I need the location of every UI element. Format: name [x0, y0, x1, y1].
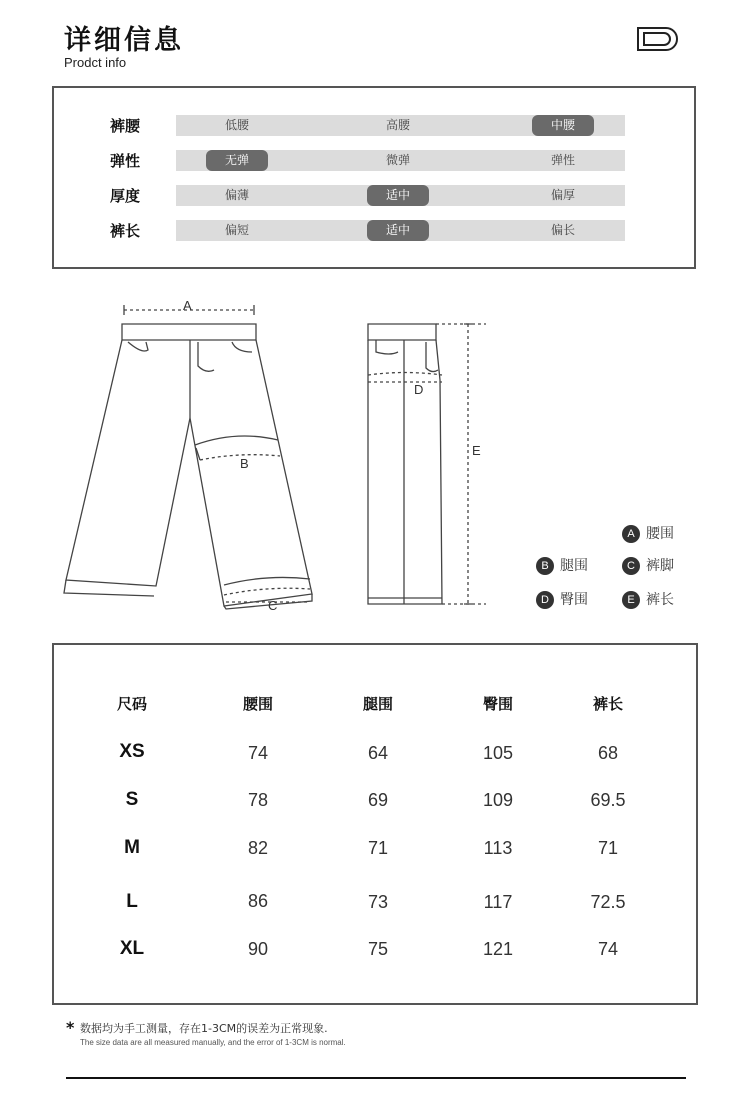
- table-header: 裤长: [592, 695, 624, 713]
- footnote-en: The size data are all measured manually, and the error of 1-3CM is normal.: [80, 1038, 346, 1047]
- table-cell: 68: [597, 743, 619, 763]
- size-table: [52, 643, 698, 1005]
- legend-badge: D: [536, 591, 554, 609]
- attr-row-thickness: [54, 185, 694, 207]
- attr-option: 微弹: [385, 153, 411, 167]
- attr-row-length: [54, 220, 694, 242]
- table-cell: 74: [597, 939, 619, 959]
- letter-d-logo-icon: [636, 26, 684, 52]
- attr-row-waist: [54, 115, 694, 137]
- legend-text: 腿围: [560, 558, 588, 574]
- attr-label: 裤长: [110, 222, 141, 240]
- legend-badge: E: [622, 591, 640, 609]
- table-cell: 78: [247, 790, 269, 810]
- legend-badge: B: [536, 557, 554, 575]
- table-header: 腿围: [362, 695, 394, 713]
- mark-d: D: [414, 382, 424, 397]
- table-cell: 113: [483, 838, 513, 858]
- legend-item: [536, 590, 588, 610]
- table-cell: 74: [247, 743, 269, 763]
- legend-item: [622, 590, 674, 610]
- table-cell: 90: [247, 939, 269, 959]
- table-cell: 73: [367, 892, 389, 912]
- table-header: 臀围: [482, 695, 514, 713]
- footnote-cn: 数据均为手工测量，存在1-3CM的误差为正常现象.: [80, 1022, 328, 1035]
- legend-text: 臀围: [560, 592, 588, 608]
- attr-option: 高腰: [385, 118, 411, 132]
- table-cell: 72.5: [590, 892, 626, 912]
- table-cell: 64: [367, 743, 389, 763]
- attr-label: 弹性: [110, 152, 141, 170]
- attr-bar: [176, 115, 625, 136]
- legend-badge: A: [622, 525, 640, 543]
- attr-row-elasticity: [54, 150, 694, 172]
- attr-bar: [176, 150, 625, 171]
- attr-option: 弹性: [550, 153, 576, 167]
- table-cell: 86: [247, 891, 269, 911]
- page-subtitle: Prodct info: [64, 55, 127, 70]
- mark-e: E: [472, 443, 481, 458]
- attr-option-selected: 适中: [367, 185, 429, 206]
- mark-b: B: [240, 456, 249, 471]
- mark-c: C: [268, 598, 278, 613]
- attr-option: 偏长: [550, 223, 576, 237]
- attr-option: 偏短: [224, 223, 250, 237]
- table-header: 尺码: [116, 695, 148, 713]
- table-cell: 69.5: [590, 790, 626, 810]
- mark-a: A: [183, 298, 192, 313]
- attr-option-selected: 适中: [367, 220, 429, 241]
- legend-item: [622, 556, 674, 576]
- table-cell: 117: [483, 892, 513, 912]
- legend-item: [622, 524, 674, 544]
- legend-text: 裤脚: [646, 558, 674, 574]
- size-cell: L: [126, 891, 138, 912]
- table-cell: 82: [247, 838, 269, 858]
- attr-option: 偏厚: [550, 188, 576, 202]
- table-cell: 75: [367, 939, 389, 959]
- legend-item: [536, 556, 588, 576]
- legend-text: 裤长: [646, 592, 674, 608]
- attr-label: 裤腰: [110, 117, 141, 135]
- page-title: 详细信息: [64, 25, 184, 56]
- table-cell: 105: [482, 743, 514, 763]
- attr-option: 低腰: [224, 118, 250, 132]
- pants-front-view: [64, 305, 312, 609]
- table-header: 腰围: [242, 695, 274, 713]
- attr-label: 厚度: [110, 187, 141, 205]
- attr-bar: [176, 185, 625, 206]
- table-cell: 121: [482, 939, 514, 959]
- size-cell: M: [124, 837, 140, 858]
- attr-option-selected: 中腰: [532, 115, 594, 136]
- table-cell: 109: [482, 790, 514, 810]
- bottom-divider: [66, 1077, 686, 1079]
- legend-badge: C: [622, 557, 640, 575]
- asterisk-icon: *: [66, 1018, 75, 1037]
- attr-option: 偏薄: [224, 188, 250, 202]
- size-cell: S: [125, 789, 139, 810]
- attr-bar: [176, 220, 625, 241]
- pants-side-view: [368, 324, 486, 604]
- attribute-panel: [52, 86, 696, 269]
- table-cell: 71: [597, 838, 619, 858]
- table-cell: 69: [367, 790, 389, 810]
- table-cell: 71: [367, 838, 389, 858]
- legend-text: 腰围: [646, 526, 674, 542]
- size-cell: XS: [119, 741, 145, 762]
- size-cell: XL: [119, 938, 145, 959]
- attr-option-selected: 无弹: [206, 150, 268, 171]
